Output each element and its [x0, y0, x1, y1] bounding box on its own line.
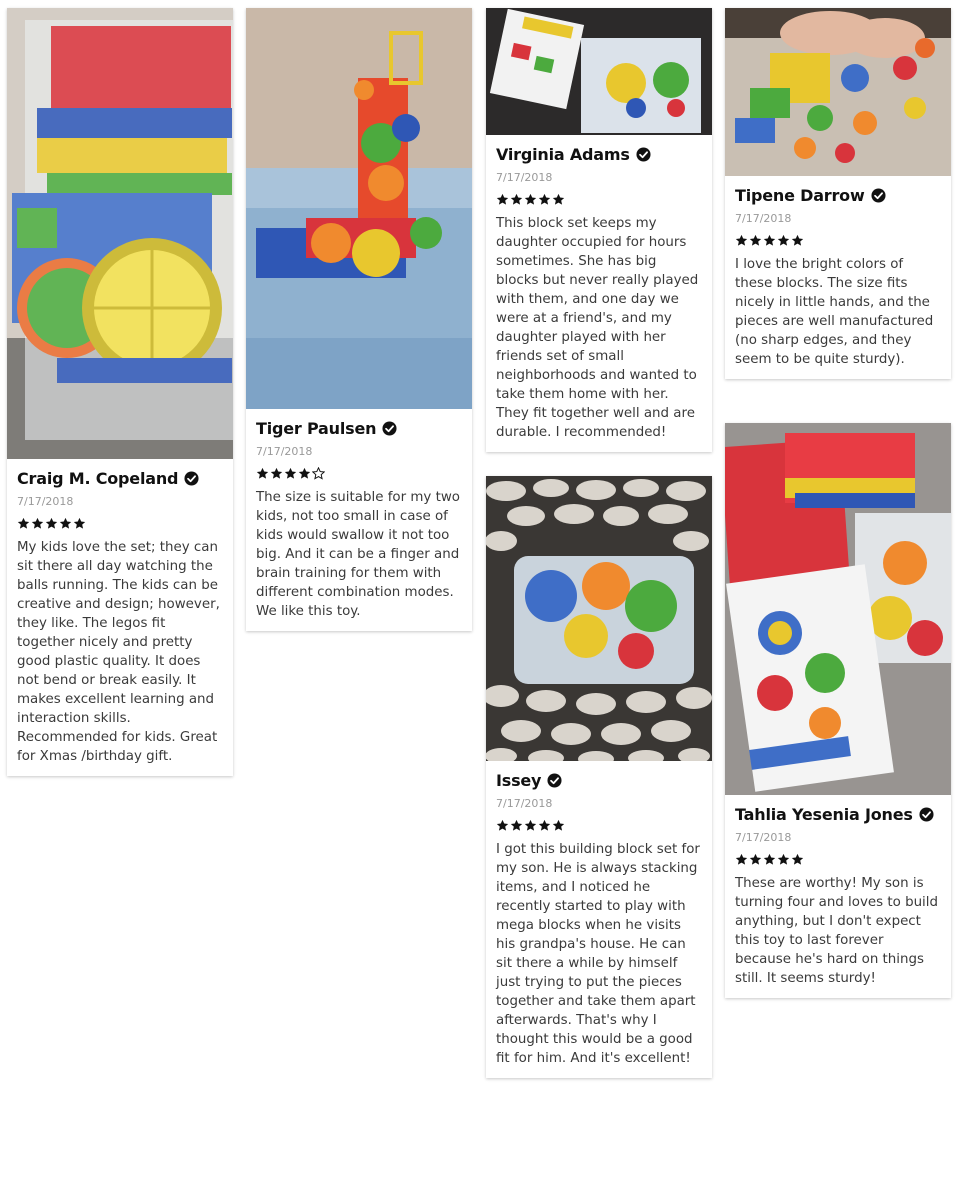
review-text: The size is suitable for my two kids, not too small in case of kids would swallow it not too big. And it can be a finger and brain training for them with different combination modes. We like this toy. [256, 490, 460, 619]
verified-check-icon [636, 147, 651, 162]
star-rating [735, 234, 941, 248]
review-card [486, 8, 712, 452]
star-filled-icon [763, 234, 776, 247]
review-card [246, 8, 472, 631]
gear-tower-photo [246, 8, 472, 409]
star-filled-icon [59, 517, 72, 530]
star-rating [17, 517, 223, 531]
star-filled-icon [256, 467, 269, 480]
review-text: These are worthy! My son is turning four and loves to build anything, but I don't expect this toy to last forever because he's hard on things still. It seems sturdy! [735, 876, 938, 986]
reviewer-name: Craig M. Copeland [17, 469, 179, 488]
star-rating [496, 819, 702, 833]
verified-check-icon [184, 471, 199, 486]
reviewer-name: Issey [496, 771, 542, 790]
star-filled-icon [777, 234, 790, 247]
star-rating [735, 853, 941, 867]
review-text: I love the bright colors of these blocks. The size fits nicely in little hands, and the pieces are well manufactured (no sharp edges, and they seem to be quite sturdy). [735, 257, 934, 367]
star-filled-icon [298, 467, 311, 480]
reviewer-name: Tahlia Yesenia Jones [735, 805, 913, 824]
hands-building-photo [725, 8, 951, 176]
star-filled-icon [496, 819, 509, 832]
review-card [7, 8, 233, 776]
star-filled-icon [284, 467, 297, 480]
star-filled-icon [552, 819, 565, 832]
star-filled-icon [270, 467, 283, 480]
review-text: This block set keeps my daughter occupied for hours sometimes. She has big blocks but never really played with them, and one day we were at a friend's, and my daughter played with her friends set of small neighborhoods and wanted to take them home with her. They fit together well and are durable. I recommended! [496, 216, 699, 440]
review-photo[interactable] [246, 8, 472, 409]
review-card [486, 476, 712, 1078]
box-and-bag-photo [486, 8, 712, 135]
star-filled-icon [735, 234, 748, 247]
reviewer-name: Virginia Adams [496, 145, 630, 164]
review-date: 7/17/2018 [496, 797, 553, 810]
review-photo[interactable] [725, 8, 951, 176]
review-date: 7/17/2018 [496, 171, 553, 184]
star-filled-icon [524, 193, 537, 206]
star-filled-icon [763, 853, 776, 866]
review-card [725, 8, 951, 379]
star-filled-icon [777, 853, 790, 866]
verified-check-icon [547, 773, 562, 788]
verified-check-icon [871, 188, 886, 203]
reviewer-name: Tipene Darrow [735, 186, 865, 205]
review-date: 7/17/2018 [735, 831, 792, 844]
star-filled-icon [791, 234, 804, 247]
review-photo[interactable] [725, 423, 951, 795]
bags-on-granite-photo [725, 423, 951, 795]
verified-check-icon [919, 807, 934, 822]
verified-check-icon [382, 421, 397, 436]
review-photo[interactable] [486, 8, 712, 135]
reviewer-name: Tiger Paulsen [256, 419, 377, 438]
review-text: My kids love the set; they can sit there all day watching the balls running. The kids can be creative and design; however, they like. The legos fit together nicely and pretty good plastic quality. It does not bend or break easily. It makes excellent learning and interaction skills. Recommended for kids. Great for Xmas /birthday gift. [17, 540, 220, 764]
review-date: 7/17/2018 [735, 212, 792, 225]
star-filled-icon [538, 819, 551, 832]
review-date: 7/17/2018 [17, 495, 74, 508]
star-filled-icon [735, 853, 748, 866]
star-filled-icon [31, 517, 44, 530]
review-text: I got this building block set for my son. He is always stacking items, and I noticed he recently started to play with mega blocks when he visits his grandpa's house. He can sit there a while by himself just trying to put the pieces together and take them apart afterwards. That's why I thought this would be a good fit for him. And it's excellent! [496, 842, 700, 1066]
review-photo[interactable] [7, 8, 233, 459]
packaged-gear-blocks-photo [7, 8, 233, 459]
star-filled-icon [791, 853, 804, 866]
review-card [725, 423, 951, 998]
star-filled-icon [496, 193, 509, 206]
star-filled-icon [749, 853, 762, 866]
review-photo[interactable] [486, 476, 712, 761]
star-filled-icon [17, 517, 30, 530]
star-filled-icon [538, 193, 551, 206]
star-filled-icon [45, 517, 58, 530]
star-empty-icon [312, 467, 325, 480]
review-date: 7/17/2018 [256, 445, 313, 458]
star-filled-icon [73, 517, 86, 530]
star-filled-icon [524, 819, 537, 832]
star-filled-icon [510, 819, 523, 832]
star-filled-icon [552, 193, 565, 206]
star-filled-icon [749, 234, 762, 247]
star-rating [496, 193, 702, 207]
star-rating [256, 467, 462, 481]
bag-on-stone-floor-photo [486, 476, 712, 761]
star-filled-icon [510, 193, 523, 206]
